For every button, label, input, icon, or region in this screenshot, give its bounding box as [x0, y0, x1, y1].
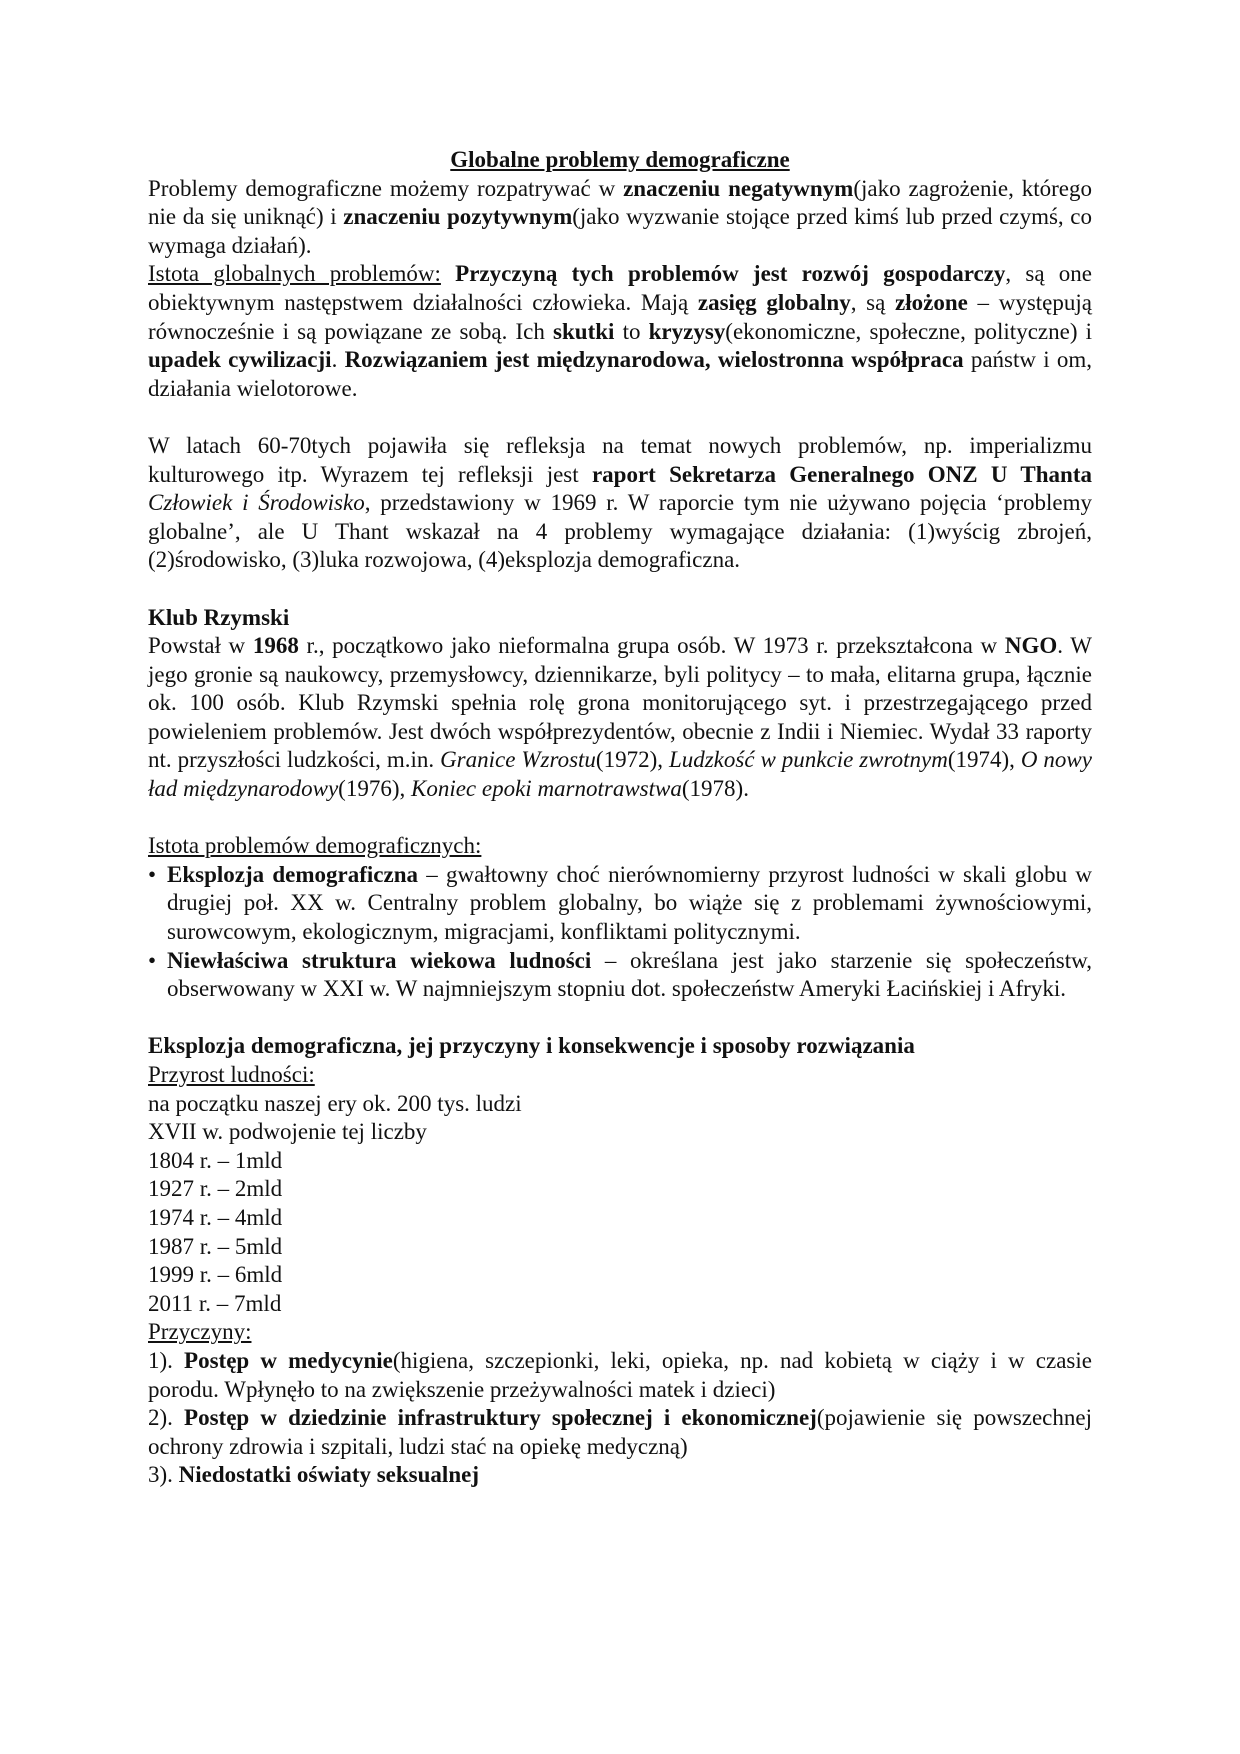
text: (ekonomiczne, społeczne, polityczne) i [725, 318, 1093, 344]
text: , przedstawiony w 1969 r. W raporcie tym nie używano pojęcia ‘problemy globalne’, ale U Thant wskazał na 4 problemy wymagające działania: (1)wyścig zbrojeń, (2)środowisko, (3)luka rozwojowa, (4)eksplozja demograficzna. [148, 490, 1092, 573]
italic-report-title: Ludzkość w punkcie zwrotnym [668, 747, 948, 773]
cause-bold: Niedostatki oświaty seksualnej [178, 1462, 479, 1488]
population-line: 1974 r. – 4mld [148, 1204, 283, 1230]
population-line: na początku naszej ery ok. 200 tys. ludzi [148, 1090, 522, 1116]
spacer [148, 1004, 1092, 1033]
cause-number: 3). [148, 1462, 179, 1488]
club-of-rome-heading: Klub Rzymski [148, 604, 290, 630]
cause-bold: Postęp w dziedzinie infrastruktury społecznej i ekonomicznej [184, 1405, 817, 1431]
italic-report-title: Człowiek i Środowisko [148, 490, 365, 516]
text: Powstał w [148, 633, 253, 659]
bold-cause: Przyczyną tych problemów jest rozwój gospodarczy [455, 261, 1006, 287]
explosion-heading: Eksplozja demograficzna, jej przyczyny i konsekwencje i sposoby rozwiązania [148, 1033, 915, 1059]
bold-year: 1968 [252, 633, 299, 659]
list-item-text: – określana jest jako starzenie się społeczeństw, obserwowany w XXI w. W najmniejszym stopniu dot. społeczeństw Ameryki Łacińskiej i Afryki. [167, 947, 1092, 1002]
bold-solution: Rozwiązaniem jest międzynarodowa, wielostronna współpraca [344, 347, 964, 373]
cause-item [148, 1347, 1092, 1404]
club-of-rome-paragraph [148, 632, 1092, 804]
document-page [148, 146, 1092, 1490]
list-item [148, 947, 1092, 1004]
population-growth-label: Przyrost ludności: [148, 1062, 315, 1087]
population-line: 1987 r. – 5mld [148, 1233, 283, 1259]
population-line: 1927 r. – 2mld [148, 1176, 283, 1202]
text: . [331, 347, 345, 373]
space [441, 261, 455, 286]
bold-crises: kryzysy [648, 318, 726, 344]
causes-label: Przyczyny: [148, 1319, 252, 1345]
text: . W jego gronie są naukowcy, przemysłowcy, dziennikarze, byli politycy – to mała, elitarna grupa, łącznie ok. 100 osób. Klub Rzymski spełnia rolę grona monitorującego syt. i przestrzegającego przed powieleniem problemów. Jest dwóch współprezydentów, obecnie z Indii i Niemiec. Wydał 33 raporty nt. przyszłości ludzkości, m.in. [148, 633, 1092, 773]
population-line: 2011 r. – 7mld [148, 1290, 282, 1316]
cause-item [148, 1461, 1092, 1490]
list-item [148, 861, 1092, 947]
global-problems-paragraph [148, 260, 1092, 403]
text: (1976), [338, 776, 411, 802]
population-line: XVII w. podwojenie tej liczby [148, 1119, 427, 1145]
bold-ngo: NGO [1004, 633, 1058, 659]
bold-complex: złożone [895, 289, 968, 315]
text: to [614, 318, 649, 344]
intro-text-3: (jako wyzwanie stojące przed kimś lub przed czymś, co wymaga działań). [148, 204, 1092, 258]
italic-report-title: O nowy ład międzynarodowy [148, 747, 1092, 802]
u-thant-paragraph [148, 432, 1092, 575]
bold-global-reach: zasięg globalny [697, 289, 851, 315]
intro-bold-positive: znaczeniu pozytywnym [343, 204, 573, 230]
intro-text-1: Problemy demograficzne możemy rozpatrywać w [148, 175, 624, 201]
italic-report-title: Koniec epoki marnotrawstwa [410, 776, 682, 802]
text: – występują równocześnie i są powiązane ze sobą. Ich [148, 289, 1092, 344]
cause-number: 1). [148, 1347, 185, 1373]
text: (1972), [595, 747, 669, 773]
text: , są [850, 289, 896, 315]
text: r., początkowo jako nieformalna grupa osób. W 1973 r. przekształcona w [298, 633, 1005, 659]
text: (1974), [947, 747, 1021, 773]
text: , są one obiektywnym następstwem działalności człowieka. Mają [148, 261, 1092, 315]
cause-number: 2). [148, 1405, 185, 1431]
cause-item [148, 1404, 1092, 1461]
global-problems-label: Istota globalnych problemów: [148, 261, 441, 287]
cause-text: (higiena, szczepionki, leki, opieka, np. nad kobietą w ciąży i w czasie porodu. Wpłynęło to na zwiększenie przeżywalności matek i dzieci) [148, 1347, 1092, 1402]
demographic-problems-list [148, 861, 1092, 1004]
intro-bold-negative: znaczeniu negatywnym [623, 175, 854, 201]
bold-effects: skutki [553, 318, 615, 344]
cause-text: (pojawienie się powszechnej ochrony zdrowia i szpitali, ludzi stać na opiekę medyczną) [148, 1405, 1092, 1459]
bold-collapse: upadek cywilizacji [148, 347, 332, 373]
spacer [148, 804, 1092, 833]
bullet-icon: • [148, 861, 157, 887]
italic-report-title: Granice Wzrostu [440, 747, 596, 773]
population-line: 1999 r. – 6mld [148, 1262, 283, 1288]
spacer [148, 575, 1092, 604]
spacer [148, 403, 1092, 432]
list-item-text: – gwałtowny choć nierównomierny przyrost ludności w skali globu w drugiej poł. XX w. Centralny problem globalny, bo wiąże się z problemami żywnościowymi, surowcowym, ekologicznym, migracjami, konfliktami politycznymi. [167, 861, 1092, 945]
list-item-bold: Eksplozja demograficzna [167, 861, 419, 887]
list-item-bold: Niewłaściwa struktura wiekowa ludności [167, 947, 592, 973]
intro-text-2: (jako zagrożenie, którego nie da się uniknąć) i [148, 175, 1093, 230]
bullet-icon: • [148, 947, 157, 973]
cause-bold: Postęp w medycynie [184, 1347, 393, 1373]
population-line: 1804 r. – 1mld [148, 1147, 283, 1173]
text: (1978). [681, 776, 749, 802]
document-title: Globalne problemy demograficzne [450, 147, 790, 172]
text: W latach 60-70tych pojawiła się refleksja na temat nowych problemów, np. imperializmu kulturowego itp. Wyrazem tej refleksji jest [148, 432, 1092, 487]
text: państw i om, działania wielotorowe. [148, 347, 1092, 401]
bold-report: raport Sekretarza Generalnego ONZ U Thanta [591, 461, 1092, 487]
demographic-problems-label: Istota problemów demograficznych: [148, 833, 482, 859]
intro-paragraph [148, 175, 1092, 261]
